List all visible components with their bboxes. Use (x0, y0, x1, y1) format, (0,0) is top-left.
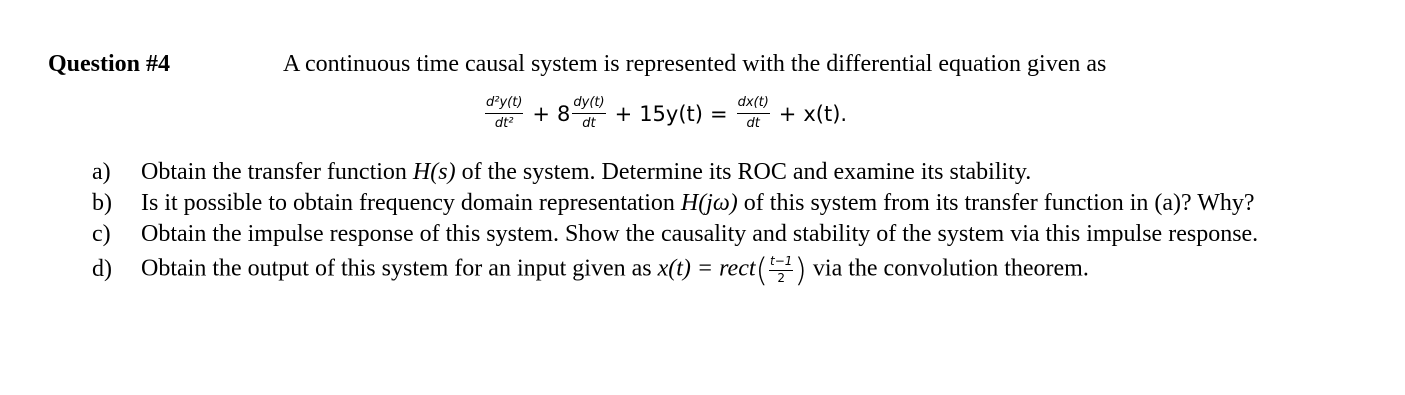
item-text: of the system. Determine its ROC and examine its stability. (455, 159, 1032, 185)
fraction-numerator: d²y(t) (485, 96, 523, 114)
item-letter: d) (92, 255, 112, 282)
list-item-b (92, 190, 1255, 217)
first-derivative-term (572, 96, 605, 132)
item-text: Obtain the output of this system for an input given as (141, 255, 658, 282)
question-label: Question #4 (48, 51, 171, 77)
question-intro: A continuous time causal system is represented with the differential equation given as (283, 51, 1107, 77)
item-text: Is it possible to obtain frequency domain representation (141, 190, 681, 216)
item-letter: b) (92, 190, 112, 216)
item-text: via the convolution theorem. (806, 255, 1089, 282)
input-term: x(t). (803, 101, 848, 126)
fraction-numerator: dy(t) (572, 96, 605, 114)
item-letter: c) (92, 221, 111, 247)
fraction-denominator: dt² (494, 115, 514, 131)
transfer-function-symbol: H(s) (412, 159, 456, 185)
rect-argument: ( $\frac{t-1}{2}$ ) (755, 251, 807, 289)
equals-sign: = (709, 101, 728, 126)
input-signal-expression: x(t) = rect (657, 255, 756, 282)
fraction-denominator: dt (746, 115, 760, 131)
list-item-d (92, 251, 1089, 289)
output-term: 15y(t) (639, 101, 703, 126)
frequency-response-symbol: H(jω) (680, 190, 738, 216)
rect-argument-fraction (769, 255, 793, 286)
plus-operator: + (614, 101, 633, 126)
list-item-a (92, 159, 1031, 186)
differential-equation (483, 96, 847, 132)
plus-operator: + (532, 101, 551, 126)
second-derivative-term (485, 96, 523, 132)
fraction-numerator: t−1 (769, 255, 793, 271)
item-text: Obtain the transfer function (141, 159, 413, 185)
fraction-denominator: 2 (777, 270, 786, 285)
plus-operator: + (778, 101, 797, 126)
item-text: Obtain the impulse response of this system. Show the causality and stability of the system via this impulse response. (141, 221, 1259, 247)
input-derivative-term (737, 96, 770, 132)
item-text: of this system from its transfer function in (a)? Why? (737, 190, 1255, 216)
coefficient: 8 (557, 101, 571, 126)
fraction-numerator: dx(t) (737, 96, 770, 114)
fraction-denominator: dt (582, 115, 596, 131)
list-item-c (92, 221, 1258, 248)
item-letter: a) (92, 159, 111, 185)
